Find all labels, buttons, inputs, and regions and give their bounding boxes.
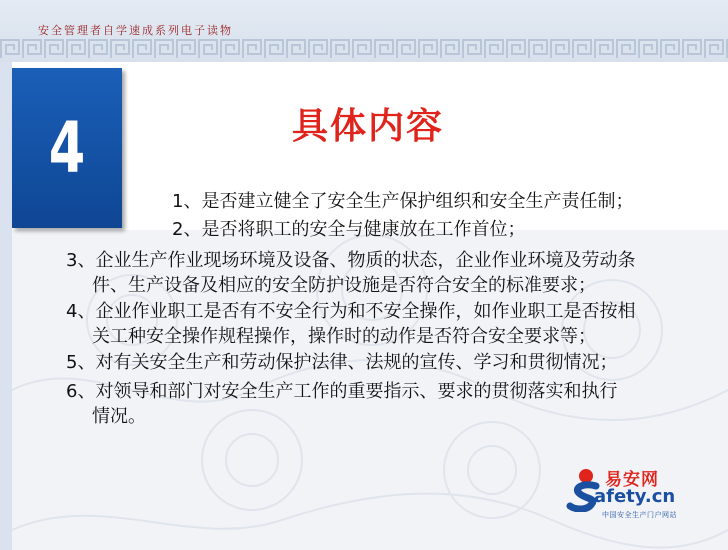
list-item-continuation: 件、生产设备及相应的安全防护设施是否符合安全的标准要求； xyxy=(92,275,596,296)
list-item xyxy=(172,217,525,242)
list-item xyxy=(66,379,617,429)
list-item-text: 5、对有关安全生产和劳动保护法律、法规的宣传、学习和贯彻情况； xyxy=(66,352,618,373)
list-item xyxy=(66,299,635,349)
list-item-text: 3、企业生产作业现场环境及设备、物质的状态，企业作业环境及劳动条 xyxy=(66,250,636,271)
list-item-continuation: 关工种安全操作规程操作，操作时的动作是否符合安全要求等； xyxy=(92,326,596,347)
list-item-text: 4、企业作业职工是否有不安全行为和不安全操作，如作业职工是否按相 xyxy=(66,301,636,322)
logo-chinese-name: 易安网 xyxy=(605,470,659,490)
page-title: 具体内容 xyxy=(292,106,445,147)
logo-domain: afety.cn xyxy=(594,486,676,507)
list-item xyxy=(172,189,633,214)
section-number-block xyxy=(12,68,122,228)
list-item-continuation: 情况。 xyxy=(92,406,146,427)
greek-key-border xyxy=(0,38,728,60)
list-item xyxy=(66,248,635,298)
list-item-text: 6、对领导和部门对安全生产工作的重要指示、要求的贯彻落实和执行 xyxy=(66,381,618,402)
list-item-text: 2、是否将职工的安全与健康放在工作首位； xyxy=(172,219,526,240)
list-item xyxy=(66,350,617,375)
left-side-band xyxy=(0,62,12,550)
header-band xyxy=(0,0,728,62)
logo-tagline: 中国安全生产门户网站 xyxy=(602,511,677,519)
section-number: 4 xyxy=(48,107,86,189)
list-item-text: 1、是否建立健全了安全生产保护组织和安全生产责任制； xyxy=(172,191,634,212)
series-title: 安全管理者自学速成系列电子读物 xyxy=(38,24,233,37)
site-logo xyxy=(566,462,696,524)
